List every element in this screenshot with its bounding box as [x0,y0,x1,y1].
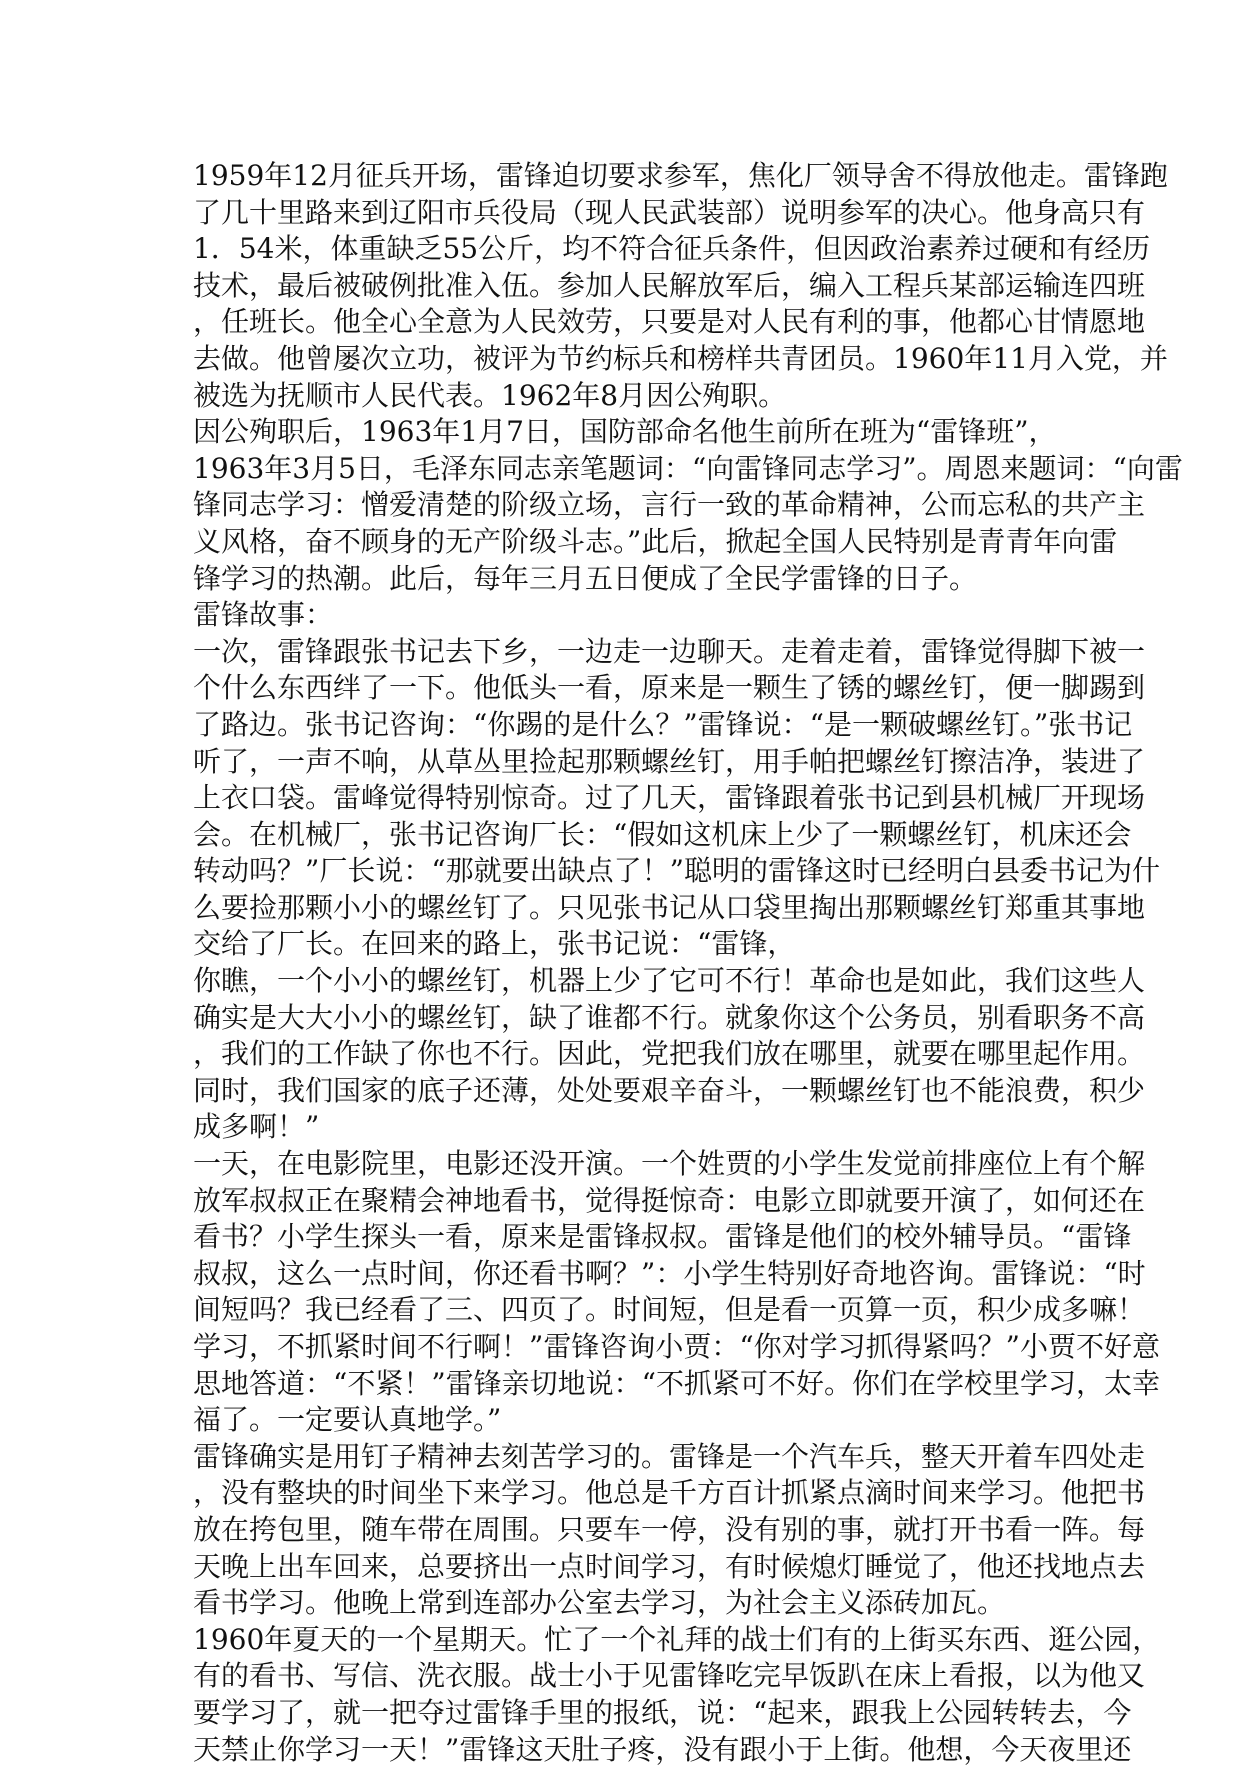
text-line: 间短吗？我已经看了三、四页了。时间短，但是看一页算一页，积少成多嘛！ [193,1293,1146,1327]
text-line: 1959年12月征兵开场，雷锋迫切要求参军，焦化厂领导舍不得放他走。雷锋跑 [193,159,1168,192]
text-line: 转动吗？”厂长说：“那就要出缺点了！”聪明的雷锋这时已经明白县委书记为什 [193,854,1160,888]
text-line: 同时，我们国家的底子还薄，处处要艰辛奋斗，一颗螺丝钉也不能浪费，积少 [193,1073,1146,1107]
text-line: 去做。他曾屡次立功，被评为节约标兵和榜样共青团员。1960年11月入党，并 [193,341,1168,375]
text-line: 听了，一声不响，从草丛里捡起那颗螺丝钉，用手帕把螺丝钉擦洁净，装进了 [193,744,1146,778]
text-line: 学习，不抓紧时间不行啊！”雷锋咨询小贾：“你对学习抓得紧吗？”小贾不好意 [193,1330,1160,1363]
text-line: 因公殉职后，1963年1月7日，国防部命名他生前所在班为“雷锋班”， [193,415,1057,449]
text-line: 福了。一定要认真地学。” [193,1403,502,1437]
text-line: 思地答道：“不紧！”雷锋亲切地说：“不抓紧可不好。你们在学校里学习，太幸 [193,1366,1160,1400]
text-line: 1960年夏天的一个星期天。忙了一个礼拜的战士们有的上街买东西、逛公园， [193,1622,1161,1656]
text-line: 了几十里路来到辽阳市兵役局（现人民武装部）说明参军的决心。他身高只有 [193,195,1146,229]
document-page [193,158,1183,1768]
text-line: 锋同志学习：憎爱清楚的阶级立场，言行一致的革命精神，公而忘私的共产主 [193,488,1146,522]
text-line: 雷锋确实是用钉子精神去刻苦学习的。雷锋是一个汽车兵，整天开着车四处走 [193,1439,1146,1473]
text-line: 会。在机械厂，张书记咨询厂长：“假如这机床上少了一颗螺丝钉，机床还会 [193,817,1132,851]
text-line: 天晚上出车回来，总要挤出一点时间学习，有时候熄灯睡觉了，他还找地点去 [193,1549,1146,1583]
text-line: 1963年3月5日，毛泽东同志亲笔题词：“向雷锋同志学习”。周恩来题词：“向雷 [193,451,1183,485]
text-line: 一次，雷锋跟张书记去下乡，一边走一边聊天。走着走着，雷锋觉得脚下被一 [193,634,1146,668]
text-line: 技术，最后被破例批准入伍。参加人民解放军后，编入工程兵某部运输连四班 [193,268,1146,302]
text-line: 义风格，奋不顾身的无产阶级斗志。”此后，掀起全国人民特别是青青年向雷 [193,524,1118,558]
text-line: ，没有整块的时间坐下来学习。他总是千方百计抓紧点滴时间来学习。他把书 [193,1476,1146,1510]
text-line: 1．54米，体重缺乏55公斤，均不符合征兵条件，但因政治素养过硬和有经历 [193,232,1151,266]
text-line: 看书？小学生探头一看，原来是雷锋叔叔。雷锋是他们的校外辅导员。“雷锋 [193,1220,1132,1254]
text-line: 一天，在电影院里，电影还没开演。一个姓贾的小学生发觉前排座位上有个解 [193,1147,1146,1181]
text-line: 放在挎包里，随车带在周围。只要车一停，没有别的事，就打开书看一阵。每 [193,1512,1146,1546]
text-line: 个什么东西绊了一下。他低头一看，原来是一颗生了锈的螺丝钉，便一脚踢到 [193,671,1146,705]
section-heading: 雷锋故事： [193,598,334,632]
text-line: 看书学习。他晚上常到连部办公室去学习，为社会主义添砖加瓦。 [193,1586,1006,1620]
text-line: 成多啊！” [193,1110,320,1144]
text-line: 确实是大大小小的螺丝钉，缺了谁都不行。就象你这个公务员，别看职务不高 [193,1000,1146,1034]
text-line: 有的看书、写信、洗衣服。战士小于见雷锋吃完早饭趴在床上看报，以为他又 [193,1659,1146,1693]
text-line: 天禁止你学习一天！”雷锋这天肚子疼，没有跟小于上街。他想，今天夜里还 [193,1732,1132,1766]
text-line: 了路边。张书记咨询：“你踢的是什么？”雷锋说：“是一颗破螺丝钉。”张书记 [193,707,1133,741]
text-line: 你瞧，一个小小的螺丝钉，机器上少了它可不行！革命也是如此，我们这些人 [193,964,1146,998]
text-line: 被选为抚顺市人民代表。1962年8月因公殉职。 [193,378,787,412]
text-line: 么要捡那颗小小的螺丝钉了。只见张书记从口袋里掏出那颗螺丝钉郑重其事地 [193,890,1146,924]
text-line: 上衣口袋。雷峰觉得特别惊奇。过了几天，雷锋跟着张书记到县机械厂开现场 [193,781,1146,815]
text-line: 锋学习的热潮。此后，每年三月五日便成了全民学雷锋的日子。 [193,561,978,595]
text-line: ，任班长。他全心全意为人民效劳，只要是对人民有利的事，他都心甘情愿地 [193,305,1146,339]
text-line: 放军叔叔正在聚精会神地看书，觉得挺惊奇：电影立即就要开演了，如何还在 [193,1183,1146,1217]
text-line: 交给了厂长。在回来的路上，张书记说：“雷锋， [193,927,796,961]
text-line: 叔叔，这么一点时间，你还看书啊？”：小学生特别好奇地咨询。雷锋说：“时 [193,1256,1146,1290]
text-line: ，我们的工作缺了你也不行。因此，党把我们放在哪里，就要在哪里起作用。 [193,1037,1146,1071]
text-line: 要学习了，就一把夺过雷锋手里的报纸，说：“起来，跟我上公园转转去，今 [193,1695,1132,1729]
